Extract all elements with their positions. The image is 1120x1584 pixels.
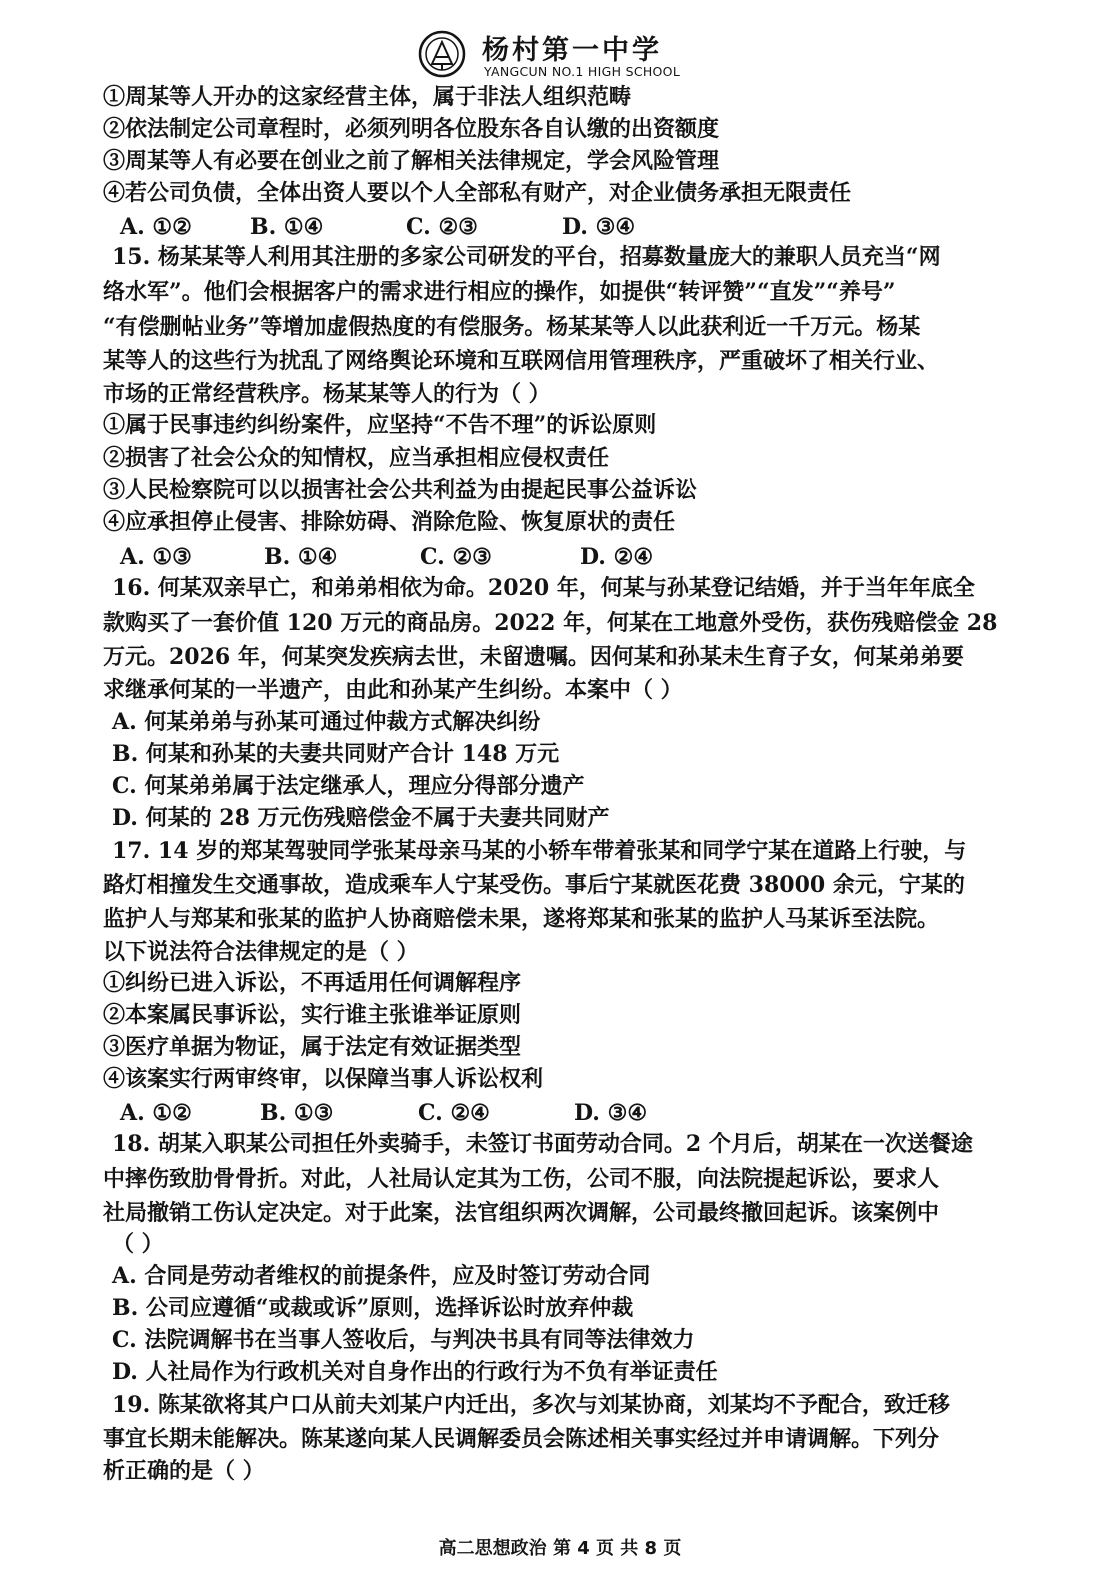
q14-item-1: ①周某等人开办的这家经营主体，属于非法人组织范畴 bbox=[103, 84, 632, 110]
q17-option-a[interactable]: A. ①② bbox=[120, 1100, 192, 1126]
q17-option-b[interactable]: B. ①③ bbox=[260, 1100, 334, 1126]
q18-stem-line-4: （ ） bbox=[112, 1231, 164, 1257]
q16-choice-c[interactable]: C. 何某弟弟属于法定继承人，理应分得部分遗产 bbox=[112, 773, 585, 799]
q15-item-2: ②损害了社会公众的知情权，应当承担相应侵权责任 bbox=[103, 445, 610, 471]
q18-stem-line-2: 中摔伤致肋骨骨折。对此，人社局认定其为工伤，公司不服，向法院提起诉讼，要求人 bbox=[103, 1166, 940, 1192]
page-header bbox=[0, 22, 1120, 84]
q17-option-c[interactable]: C. ②④ bbox=[418, 1100, 490, 1126]
q14-item-3: ③周某等人有必要在创业之前了解相关法律规定，学会风险管理 bbox=[103, 148, 720, 174]
q17-item-1: ①纠纷已进入诉讼，不再适用任何调解程序 bbox=[103, 970, 522, 996]
q15-stem-line-1: 15. 杨某某等人利用其注册的多家公司研发的平台，招募数量庞大的兼职人员充当“网 bbox=[112, 244, 941, 270]
q15-option-a[interactable]: A. ①③ bbox=[120, 544, 192, 570]
q16-stem-line-1: 16. 何某双亲早亡，和弟弟相依为命。2020 年，何某与孙某登记结婚，并于当年年底全 bbox=[112, 575, 975, 601]
q14-option-b[interactable]: B. ①④ bbox=[250, 214, 324, 240]
q19-stem-line-3: 析正确的是（ ） bbox=[103, 1458, 265, 1484]
q16-stem-line-2: 款购买了一套价值 120 万元的商品房。2022 年，何某在工地意外受伤，获伤残赔偿金 28 bbox=[103, 610, 998, 636]
q17-stem-line-3: 监护人与郑某和张某的监护人协商赔偿未果，遂将郑某和张某的监护人马某诉至法院。 bbox=[103, 906, 940, 932]
q18-choice-d[interactable]: D. 人社局作为行政机关对自身作出的行政行为不负有举证责任 bbox=[112, 1359, 718, 1385]
q16-choice-b[interactable]: B. 何某和孙某的夫妻共同财产合计 148 万元 bbox=[112, 741, 560, 767]
q15-stem-line-2: 络水军”。他们会根据客户的需求进行相应的操作，如提供“转评赞”“直发”“养号” bbox=[103, 279, 896, 305]
page-footer: 高二思想政治 第 4 页 共 8 页 bbox=[438, 1538, 682, 1559]
q15-stem-line-5: 市场的正常经营秩序。杨某某等人的行为（ ） bbox=[103, 381, 551, 407]
q14-item-4: ④若公司负债，全体出资人要以个人全部私有财产，对企业债务承担无限责任 bbox=[103, 180, 852, 206]
q18-stem-line-3: 社局撤销工伤认定决定。对于此案，法官组织两次调解，公司最终撤回起诉。该案例中 bbox=[103, 1200, 940, 1226]
q15-stem-line-4: 某等人的这些行为扰乱了网络舆论环境和互联网信用管理秩序，严重破坏了相关行业、 bbox=[103, 348, 940, 374]
school-name-cn: 杨村第一中学 bbox=[482, 35, 662, 66]
q14-option-c[interactable]: C. ②③ bbox=[406, 214, 478, 240]
q15-option-c[interactable]: C. ②③ bbox=[420, 544, 492, 570]
q14-option-d[interactable]: D. ③④ bbox=[562, 214, 636, 240]
q17-item-2: ②本案属民事诉讼，实行谁主张谁举证原则 bbox=[103, 1002, 522, 1028]
q16-choice-d[interactable]: D. 何某的 28 万元伤残赔偿金不属于夫妻共同财产 bbox=[112, 805, 610, 831]
q15-stem-line-3: “有偿删帖业务”等增加虚假热度的有偿服务。杨某某等人以此获利近一千万元。杨某 bbox=[103, 314, 921, 340]
q18-stem-line-1: 18. 胡某入职某公司担任外卖骑手，未签订书面劳动合同。2 个月后，胡某在一次送餐途 bbox=[112, 1131, 973, 1157]
q16-stem-line-4: 求继承何某的一半遗产，由此和孙某产生纠纷。本案中（ ） bbox=[103, 677, 683, 703]
q17-option-d[interactable]: D. ③④ bbox=[574, 1100, 648, 1126]
school-name-en: YANGCUN NO.1 HIGH SCHOOL bbox=[484, 64, 681, 79]
q18-choice-a[interactable]: A. 合同是劳动者维权的前提条件，应及时签订劳动合同 bbox=[112, 1263, 651, 1289]
q17-item-4: ④该案实行两审终审，以保障当事人诉讼权利 bbox=[103, 1066, 544, 1092]
q17-stem-line-2: 路灯相撞发生交通事故，造成乘车人宁某受伤。事后宁某就医花费 38000 余元，宁某的 bbox=[103, 872, 965, 898]
q14-option-a[interactable]: A. ①② bbox=[120, 214, 192, 240]
q15-option-b[interactable]: B. ①④ bbox=[264, 544, 338, 570]
q19-stem-line-2: 事宜长期未能解决。陈某遂向某人民调解委员会陈述相关事实经过并申请调解。下列分 bbox=[103, 1426, 940, 1452]
q18-choice-c[interactable]: C. 法院调解书在当事人签收后，与判决书具有同等法律效力 bbox=[112, 1327, 695, 1353]
q16-choice-a[interactable]: A. 何某弟弟与孙某可通过仲裁方式解决纠纷 bbox=[112, 709, 541, 735]
q17-stem-line-1: 17. 14 岁的郑某驾驶同学张某母亲马某的小轿车带着张某和同学宁某在道路上行驶，与 bbox=[112, 838, 967, 864]
q17-stem-line-4: 以下说法符合法律规定的是（ ） bbox=[103, 939, 419, 965]
q18-choice-b[interactable]: B. 公司应遵循“或裁或诉”原则，选择诉讼时放弃仲裁 bbox=[112, 1295, 634, 1321]
q15-item-1: ①属于民事违约纠纷案件，应坚持“不告不理”的诉讼原则 bbox=[103, 412, 657, 438]
school-logo-icon bbox=[418, 30, 466, 78]
q19-stem-line-1: 19. 陈某欲将其户口从前夫刘某户内迁出，多次与刘某协商，刘某均不予配合，致迁移 bbox=[112, 1392, 950, 1418]
q17-item-3: ③医疗单据为物证，属于法定有效证据类型 bbox=[103, 1034, 522, 1060]
q16-stem-line-3: 万元。2026 年，何某突发疾病去世，未留遗嘱。因何某和孙某未生育子女，何某弟弟要 bbox=[103, 644, 964, 670]
q14-item-2: ②依法制定公司章程时，必须列明各位股东各自认缴的出资额度 bbox=[103, 116, 720, 142]
q15-option-d[interactable]: D. ②④ bbox=[580, 544, 654, 570]
q15-item-3: ③人民检察院可以以损害社会公共利益为由提起民事公益诉讼 bbox=[103, 477, 698, 503]
q15-item-4: ④应承担停止侵害、排除妨碍、消除危险、恢复原状的责任 bbox=[103, 509, 676, 535]
